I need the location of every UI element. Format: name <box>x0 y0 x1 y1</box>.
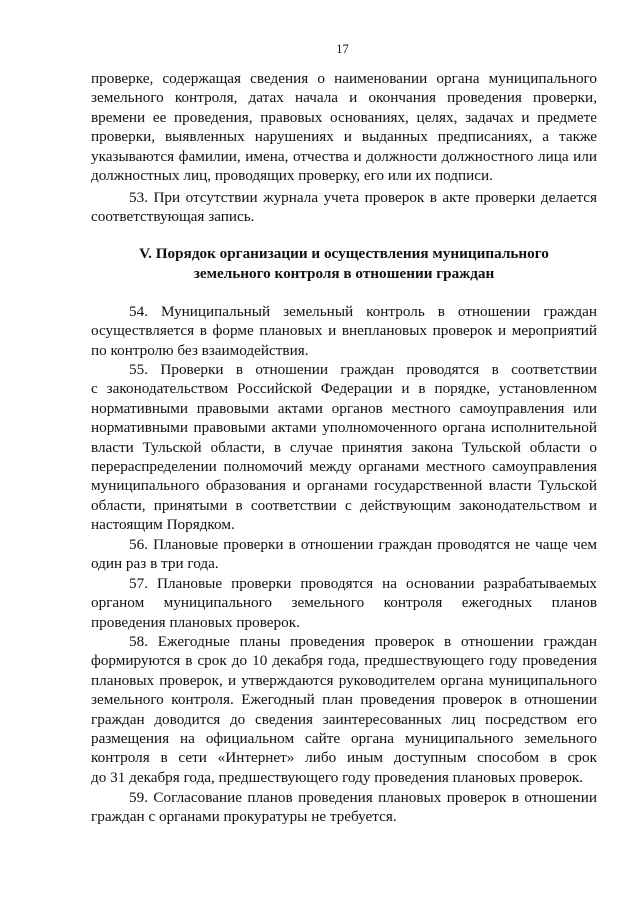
paragraph-55 <box>91 360 597 535</box>
heading-line: земельного контроля в отношении граждан <box>193 265 495 282</box>
section-heading <box>91 244 597 284</box>
text-line: 59. Согласование планов проведения плановых проверок в отношении <box>129 789 597 806</box>
paragraph-56 <box>91 535 597 574</box>
text-line: размещения на официальном сайте органа муниципального земельного <box>91 729 597 747</box>
text-line: с законодательством Российской Федерации и в порядке, установленном <box>91 380 597 398</box>
text-line: один раз в три года. <box>91 555 219 573</box>
text-line: 57. Плановые проверки проводятся на основании разрабатываемых <box>129 575 597 592</box>
text-line: 53. При отсутствии журнала учета проверок в акте проверки делается <box>129 189 597 206</box>
text-line: указываются фамилии, имена, отчества и должности должностного лица или <box>91 147 597 165</box>
text-line: 56. Плановые проверки в отношении граждан проводятся не чаще чем <box>129 536 597 553</box>
paragraph-58 <box>91 632 597 787</box>
text-line: плановых проверок, и утверждаются руководителем органа муниципального <box>91 671 597 689</box>
text-line: времени ее проведения, правовых основаниях, целях, задачах и предмете <box>91 108 597 126</box>
paragraph-59 <box>91 788 597 827</box>
text-line: 55. Проверки в отношении граждан проводятся в соответствии <box>129 361 597 378</box>
text-line: настоящим Порядком. <box>91 516 235 534</box>
text-line: проверке, содержащая сведения о наименовании органа муниципального <box>91 70 597 87</box>
paragraph-54 <box>91 302 597 360</box>
text-line: до 31 декабря года, предшествующего году проведения плановых проверок. <box>91 768 584 786</box>
text-line: граждан с органами прокуратуры не требуется. <box>91 808 397 826</box>
text-line: 58. Ежегодные планы проведения проверок в отношении граждан <box>129 633 597 650</box>
text-line: нормативными правовыми актами органов местного самоуправления или <box>91 399 597 417</box>
text-line: граждан доводится до сведения заинтересованных лиц посредством его <box>91 710 597 728</box>
text-line: перераспределении полномочий между органами местного самоуправления <box>91 457 597 475</box>
text-line: земельного контроля. Ежегодный план проведения проверок в отношении <box>91 691 597 709</box>
text-line: проверки, выявленных нарушениях и выданных предписаниях, а также <box>91 128 597 146</box>
text-line: власти Тульской области, в случае принятия закона Тульской области о <box>91 438 597 456</box>
text-line: нормативными правовыми актами уполномоченного органа исполнительной <box>91 419 597 437</box>
text-line: контроля в сети «Интернет» либо иным доступным способом в срок <box>91 749 597 767</box>
text-line: органом муниципального земельного контроля ежегодных планов <box>91 594 597 612</box>
page-number: 17 <box>336 42 349 56</box>
text-line: формируются в срок до 10 декабря года, предшествующего году проведения <box>91 652 597 670</box>
text-line: 54. Муниципальный земельный контроль в отношении граждан <box>129 303 597 320</box>
text-line: осуществляется в форме плановых и внеплановых проверок и мероприятий <box>91 322 597 340</box>
paragraph-53 <box>91 188 597 227</box>
text-line: соответствующая запись. <box>91 208 255 226</box>
text-line: области, принятыми в соответствии с действующим законодательством и <box>91 496 597 514</box>
text-line: муниципального образования и органами государственной власти Тульской <box>91 477 597 495</box>
text-line: по контролю без взаимодействия. <box>91 341 309 359</box>
text-line: проведения плановых проверок. <box>91 613 300 631</box>
text-line: должностных лиц, проводящих проверку, его или их подписи. <box>91 166 493 184</box>
paragraph-52-continuation <box>91 69 597 185</box>
text-line: земельного контроля, датах начала и окончания проведения проверки, <box>91 89 597 107</box>
paragraph-57 <box>91 574 597 632</box>
heading-line: V. Порядок организации и осуществления муниципального <box>139 245 549 262</box>
